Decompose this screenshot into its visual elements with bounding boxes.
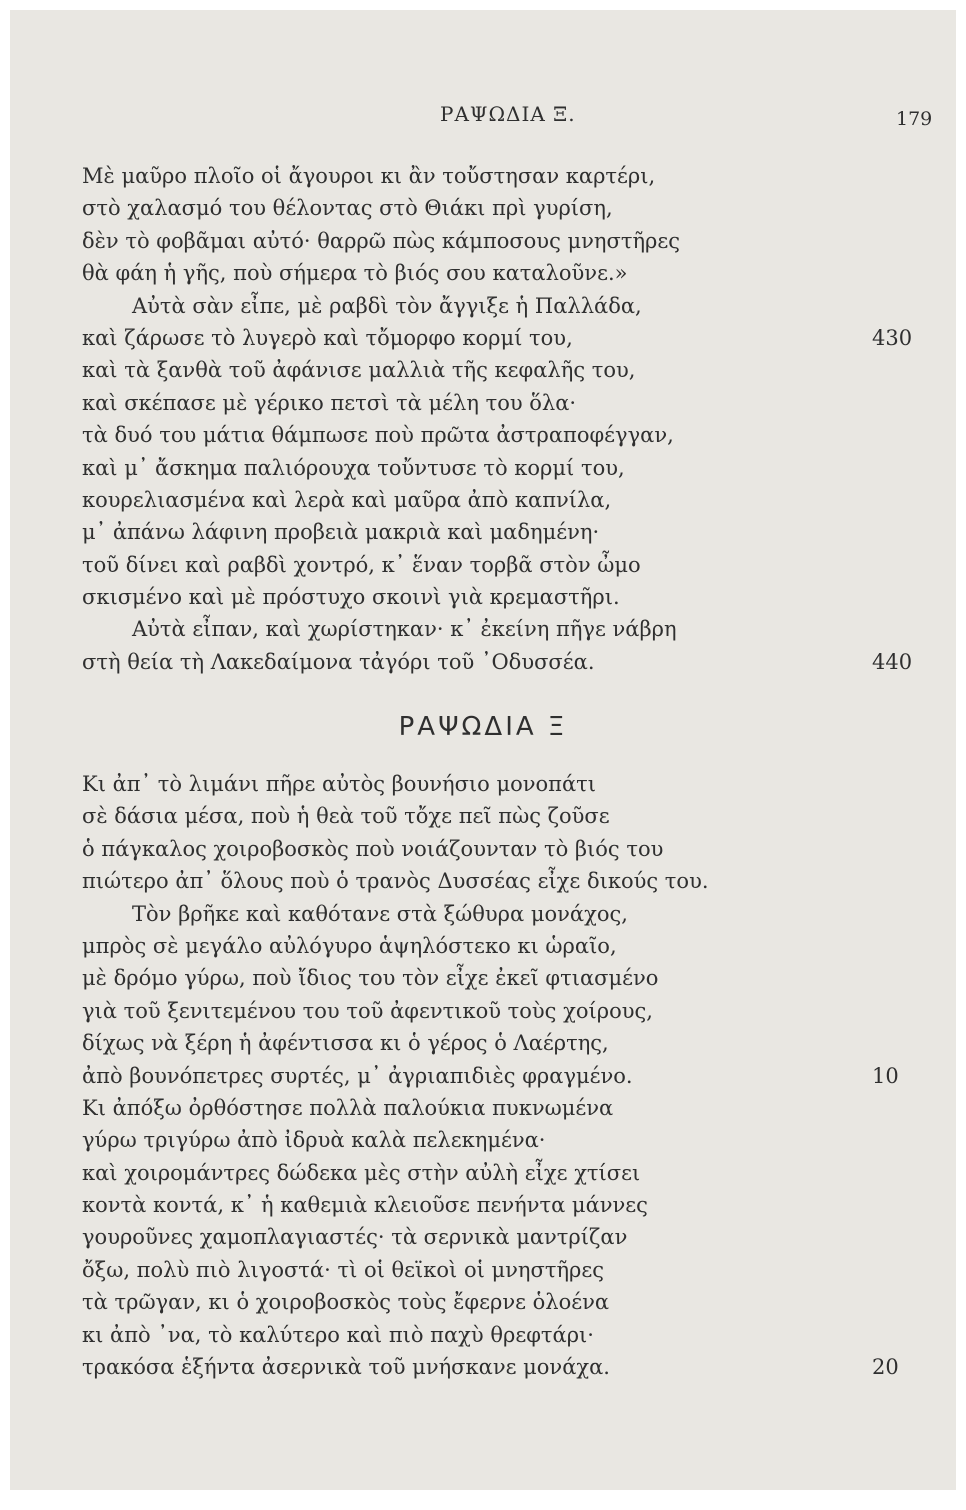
verse-line	[82, 1286, 942, 1318]
verse-line	[82, 387, 942, 419]
line-number: 430	[872, 325, 913, 350]
verse-text: Κι ἀπόξω ὀρθόστησε πολλὰ παλούκια πυκνωμένα	[82, 1095, 614, 1120]
verse-text: ὄξω, πολὺ πιὸ λιγοστά· τὶ οἱ θεϊκοὶ οἱ μνηστῆρες	[82, 1257, 605, 1282]
book-page	[10, 10, 956, 1490]
verse-text: δίχως νὰ ξέρη ἡ ἀφέντισσα κι ὁ γέρος ὁ Λαέρτης,	[82, 1031, 609, 1056]
verse-text: καὶ τὰ ξανθὰ τοῦ ἀφάνισε μαλλιὰ τῆς κεφαλῆς του,	[82, 358, 636, 383]
verse-text: μὲ δρόμο γύρω, ποὺ ἴδιος του τὸν εἶχε ἐκεῖ φτιασμένο	[82, 966, 659, 991]
verse-text: θὰ φάη ἡ γῆς, ποὺ σήμερα τὸ βιός σου καταλοῦνε.»	[82, 261, 628, 286]
verse-line	[82, 865, 942, 897]
verse-line	[82, 516, 942, 548]
verse-text: καὶ σκέπασε μὲ γέρικο πετσὶ τὰ μέλη του ὅλα·	[82, 390, 577, 415]
verse-line	[82, 419, 942, 451]
verse-line	[82, 1060, 942, 1092]
verse-text: κοντὰ κοντά, κ᾿ ἡ καθεμιὰ κλειοῦσε πενήντα μάννες	[82, 1193, 648, 1218]
verse-text: καὶ μ᾿ ἄσκημα παλιόρουχα τοὔντυσε τὸ κορμί του,	[82, 455, 625, 480]
verse-line	[82, 1027, 942, 1059]
verse-line	[82, 192, 942, 224]
verse-line	[82, 1351, 942, 1383]
verse-line	[82, 452, 942, 484]
running-header	[10, 102, 956, 132]
verse-line	[82, 1092, 942, 1124]
book-heading: ΡΑΨΩΔΙΑ Ξ	[398, 712, 568, 742]
verse-text: σκισμένο καὶ μὲ πρόστυχο σκοινὶ γιὰ κρεμαστῆρι.	[82, 585, 620, 610]
verse-text: σὲ δάσια μέσα, ποὺ ἡ θεὰ τοῦ τὄχε πεῖ πὼς ζοῦσε	[82, 804, 610, 829]
page-number: 179	[896, 108, 933, 130]
verse-line	[82, 1254, 942, 1286]
verse-text: στὴ θεία τὴ Λακεδαίμονα τἀγόρι τοῦ ᾿Οδυσσέα.	[82, 649, 595, 674]
verse-text: μ᾿ ἀπάνω λάφινη προβειὰ μακριὰ καὶ μαδημένη·	[82, 520, 600, 545]
verse-line	[82, 930, 942, 962]
line-number: 10	[872, 1063, 899, 1088]
verse-line	[82, 962, 942, 994]
verse-line	[82, 768, 942, 800]
verse-text: Κι ἀπ᾿ τὸ λιμάνι πῆρε αὐτὸς βουνήσιο μονοπάτι	[82, 772, 596, 796]
verse-line	[82, 354, 942, 386]
verse-text: τρακόσα ἑξήντα ἀσερνικὰ τοῦ μνήσκανε μονάχα.	[82, 1355, 610, 1380]
verse-line	[82, 581, 942, 613]
verse-text: στὸ χαλασμό του θέλοντας στὸ Θιάκι πρὶ γυρίση,	[82, 196, 613, 221]
verse-line	[82, 1319, 942, 1351]
verse-text: Αὐτὰ σὰν εἶπε, μὲ ραβδὶ τὸν ἄγγιξε ἡ Παλλάδα,	[132, 293, 642, 318]
verse-line	[82, 549, 942, 581]
verse-text: Τὸν βρῆκε καὶ καθότανε στὰ ξώθυρα μονάχος,	[132, 901, 628, 926]
verse-text: κι ἀπὸ ᾿να, τὸ καλύτερο καὶ πιὸ παχὺ θρεφτάρι·	[82, 1322, 594, 1347]
verse-line	[82, 898, 942, 930]
verse-section-end-of-book-13	[82, 160, 942, 678]
verse-text: πιώτερο ἀπ᾿ ὅλους ποὺ ὁ τρανὸς Δυσσέας εἶχε δικούς του.	[82, 869, 709, 894]
line-number: 20	[872, 1355, 899, 1380]
verse-line	[82, 484, 942, 516]
verse-line	[82, 1221, 942, 1253]
verse-line	[82, 613, 942, 645]
verse-section-book-14	[82, 768, 942, 1383]
verse-line	[82, 160, 942, 192]
verse-line	[82, 800, 942, 832]
verse-line	[82, 257, 942, 289]
verse-text: τὰ τρῶγαν, κι ὁ χοιροβοσκὸς τοὺς ἔφερνε ὁλοένα	[82, 1290, 610, 1315]
verse-line	[82, 833, 942, 865]
verse-text: Αὐτὰ εἶπαν, καὶ χωρίστηκαν· κ᾿ ἐκείνη πῆγε νάβρη	[132, 617, 677, 642]
verse-text: ὁ πάγκαλος χοιροβοσκὸς ποὺ νοιάζουνταν τὸ βιός του	[82, 836, 664, 861]
verse-text: γουροῦνες χαμοπλαγιαστές· τὰ σερνικὰ μαντρίζαν	[82, 1225, 628, 1250]
verse-line	[82, 995, 942, 1027]
verse-line	[82, 1124, 942, 1156]
verse-text: Μὲ μαῦρο πλοῖο οἱ ἄγουροι κι ἂν τοὔστησαν καρτέρι,	[82, 164, 656, 188]
verse-line	[82, 646, 942, 678]
verse-line	[82, 1189, 942, 1221]
running-title: ΡΑΨΩΔΙΑ Ξ.	[440, 102, 576, 126]
verse-line	[82, 290, 942, 322]
verse-text: μπρὸς σὲ μεγάλο αὐλόγυρο ἁψηλόστεκο κι ὡραῖο,	[82, 933, 617, 958]
line-number: 440	[872, 649, 913, 674]
verse-text: δὲν τὸ φοβᾶμαι αὐτό· θαρρῶ πὼς κάμποσους μνηστῆρες	[82, 228, 681, 253]
verse-text: γιὰ τοῦ ξενιτεμένου του τοῦ ἀφεντικοῦ τοὺς χοίρους,	[82, 998, 653, 1023]
verse-text: τὰ δυό του μάτια θάμπωσε ποὺ πρῶτα ἀστραποφέγγαν,	[82, 423, 674, 448]
verse-text: γύρω τριγύρω ἀπὸ ἰδρυὰ καλὰ πελεκημένα·	[82, 1128, 546, 1153]
verse-text: καὶ χοιρομάντρες δώδεκα μὲς στὴν αὐλὴ εἶχε χτίσει	[82, 1160, 641, 1185]
verse-line	[82, 1157, 942, 1189]
verse-text: τοῦ δίνει καὶ ραβδὶ χοντρό, κ᾿ ἕναν τορβᾶ στὸν ὦμο	[82, 552, 641, 577]
verse-text: ἀπὸ βουνόπετρες συρτές, μ᾿ ἀγριαπιδιὲς φραγμένο.	[82, 1063, 633, 1088]
verse-text: κουρελιασμένα καὶ λερὰ καὶ μαῦρα ἀπὸ καπνίλα,	[82, 487, 612, 512]
verse-line	[82, 225, 942, 257]
verse-line	[82, 322, 942, 354]
verse-text: καὶ ζάρωσε τὸ λυγερὸ καὶ τὄμορφο κορμί του,	[82, 325, 573, 350]
